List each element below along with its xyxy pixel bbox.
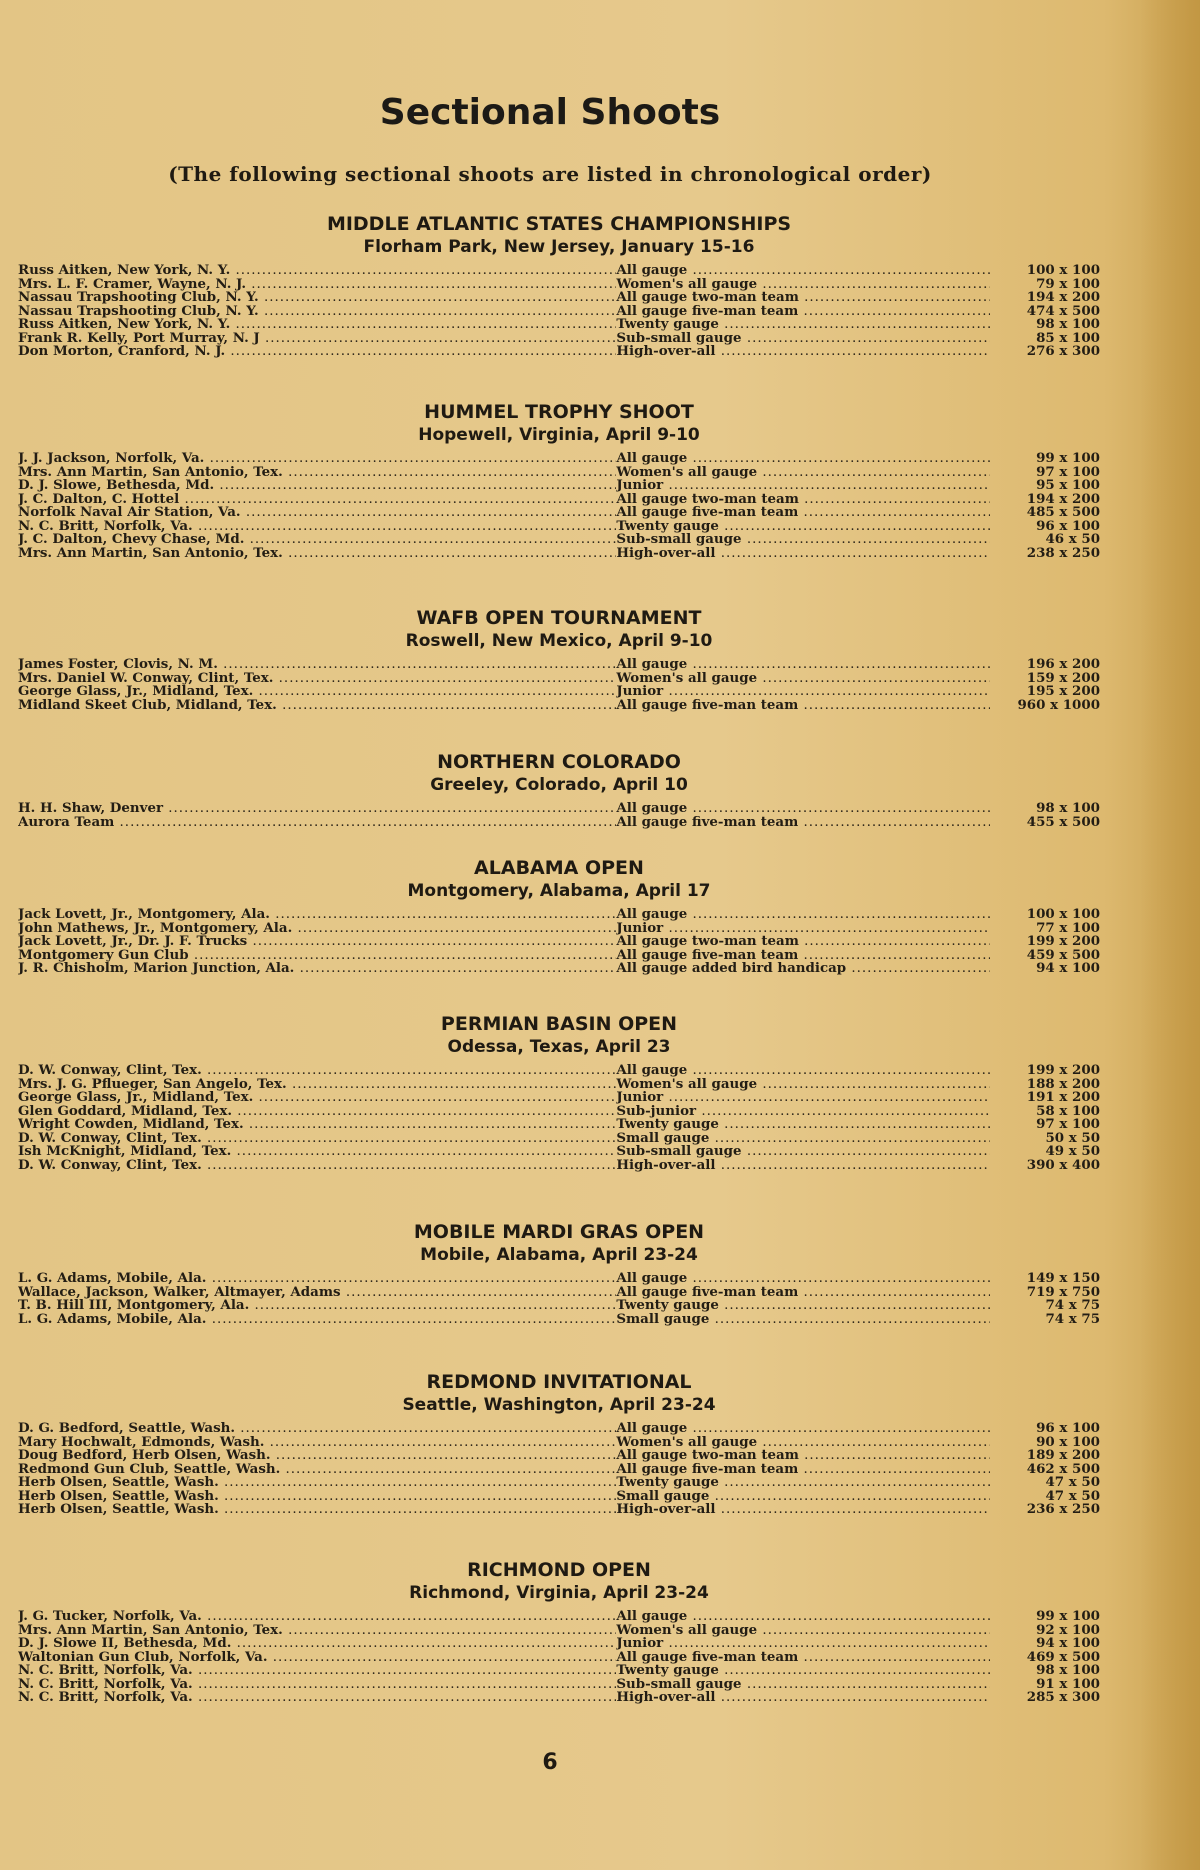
page-title: Sectional Shoots [379, 92, 721, 133]
event-name: All gauge five-man team ..... [616, 1286, 990, 1300]
score: 74 x 75 [1045, 1310, 1101, 1327]
score: 98 x 100 [1036, 316, 1101, 332]
event-name: High-over-all ..... [616, 1503, 990, 1517]
section [18, 1370, 1100, 1517]
event-name: All gauge ..... [616, 264, 990, 278]
shooter-name: J. G. Tucker, Norfolk, Va. ..... [18, 1610, 616, 1624]
event-name: All gauge ..... [616, 1064, 990, 1078]
shooter-name: J. C. Dalton, C. Hottel ..... [18, 493, 616, 507]
section [18, 750, 1100, 829]
event-name: All gauge ..... [616, 1422, 990, 1436]
result-row [18, 946, 1101, 963]
result-row [18, 1433, 1101, 1450]
score: 79 x 100 [1036, 275, 1101, 292]
event-name: All gauge added bird handicap ..... [616, 962, 990, 976]
section-heading: HUMMEL TROPHY SHOOT [424, 401, 694, 423]
score: 47 x 50 [1045, 1474, 1101, 1490]
shooter-name: J. J. Jackson, Norfolk, Va. ..... [18, 452, 616, 466]
shooter-name: D. W. Conway, Clint, Tex. ..... [18, 1159, 616, 1173]
section [18, 212, 1100, 359]
score: 94 x 100 [1036, 1635, 1101, 1651]
score: 194 x 200 [1026, 289, 1101, 305]
page-edge-shading [1140, 0, 1200, 1870]
shooter-name: Jack Lovett, Jr., Dr. J. F. Trucks ..... [18, 935, 616, 949]
shooter-name: George Glass, Jr., Midland, Tex. ..... [18, 685, 616, 699]
event-name: Twenty gauge ..... [616, 1118, 990, 1132]
shooter-name: Mrs. Ann Martin, San Antonio, Tex. ..... [18, 547, 616, 561]
score: 455 x 500 [1026, 813, 1101, 830]
score: 96 x 100 [1036, 1420, 1101, 1436]
result-row [18, 962, 1100, 976]
result-row [18, 1129, 1101, 1146]
event-name: Small gauge ..... [616, 1132, 990, 1146]
shooter-name: Don Morton, Cranford, N. J. ..... [18, 345, 616, 359]
section-location: Mobile, Alabama, April 23-24 [420, 1245, 698, 1265]
event-name: High-over-all ..... [616, 1691, 990, 1705]
result-row [18, 1675, 1101, 1692]
event-name: Sub-small gauge ..... [616, 533, 990, 547]
event-name: All gauge five-man team ..... [616, 699, 990, 713]
page-subtitle: (The following sectional shoots are listed in chronological order) [168, 162, 932, 186]
result-row [18, 544, 1101, 561]
result-row [18, 318, 1100, 332]
shooter-name: D. G. Bedford, Seattle, Wash. ..... [18, 1422, 616, 1436]
event-name: Junior ..... [616, 1091, 990, 1105]
result-row [18, 685, 1100, 699]
shooter-name: N. C. Britt, Norfolk, Va. ..... [18, 1664, 616, 1678]
shooter-name: Mrs. J. G. Pflueger, San Angelo, Tex. ..... [18, 1078, 616, 1092]
result-row [18, 1102, 1101, 1119]
event-name: Small gauge ..... [616, 1313, 990, 1327]
result-row [18, 291, 1100, 305]
result-row [18, 802, 1100, 816]
score: 960 x 1000 [1017, 696, 1101, 713]
event-name: Junior ..... [616, 479, 990, 493]
shooter-name: Waltonian Gun Club, Norfolk, Va. ..... [18, 1651, 616, 1665]
event-name: All gauge two-man team ..... [616, 291, 990, 305]
shooter-name: Mary Hochwalt, Edmonds, Wash. ..... [18, 1436, 616, 1450]
event-name: Junior ..... [616, 922, 990, 936]
shooter-name: Norfolk Naval Air Station, Va. ..... [18, 506, 616, 520]
event-name: Women's all gauge ..... [616, 672, 990, 686]
shooter-name: Glen Goddard, Midland, Tex. ..... [18, 1105, 616, 1119]
score: 191 x 200 [1026, 1089, 1101, 1105]
result-row [18, 345, 1100, 359]
score: 390 x 400 [1026, 1156, 1101, 1173]
score: 90 x 100 [1036, 1433, 1101, 1450]
result-row [18, 463, 1101, 480]
event-name: Sub-small gauge ..... [616, 1678, 990, 1692]
event-name: Twenty gauge ..... [616, 520, 990, 534]
shooter-name: Redmond Gun Club, Seattle, Wash. ..... [18, 1463, 616, 1477]
event-name: Junior ..... [616, 1637, 990, 1651]
result-row [18, 452, 1100, 466]
shooter-name: Nassau Trapshooting Club, N. Y. ..... [18, 291, 616, 305]
section [18, 1220, 1100, 1326]
shooter-name: Wallace, Jackson, Walker, Altmayer, Adams ..... [18, 1286, 616, 1300]
result-row [18, 533, 1100, 547]
shooter-name: Jack Lovett, Jr., Montgomery, Ala. ..... [18, 908, 616, 922]
event-name: Women's all gauge ..... [616, 278, 990, 292]
event-name: Small gauge ..... [616, 1490, 990, 1504]
event-name: All gauge ..... [616, 1610, 990, 1624]
result-row [18, 908, 1100, 922]
event-name: All gauge five-man team ..... [616, 1651, 990, 1665]
section-heading: MIDDLE ATLANTIC STATES CHAMPIONSHIPS [326, 213, 792, 235]
result-row [18, 490, 1101, 507]
result-row [18, 919, 1101, 936]
result-row [18, 329, 1101, 346]
event-name: All gauge ..... [616, 908, 990, 922]
result-row [18, 1610, 1100, 1624]
event-name: Sub-small gauge ..... [616, 1145, 990, 1159]
event-name: Twenty gauge ..... [616, 1664, 990, 1678]
score: 46 x 50 [1045, 531, 1101, 547]
event-name: All gauge five-man team ..... [616, 305, 990, 319]
section [18, 1012, 1100, 1172]
result-row [18, 1091, 1100, 1105]
result-row [18, 1064, 1100, 1078]
shooter-name: George Glass, Jr., Midland, Tex. ..... [18, 1091, 616, 1105]
score: 47 x 50 [1045, 1487, 1101, 1504]
shooter-name: Herb Olsen, Seattle, Wash. ..... [18, 1490, 616, 1504]
shooter-name: Russ Aitken, New York, N. Y. ..... [18, 264, 616, 278]
result-row [18, 658, 1100, 672]
result-row [18, 302, 1101, 319]
event-name: Women's all gauge ..... [616, 1436, 990, 1450]
score: 58 x 100 [1036, 1102, 1101, 1119]
event-name: All gauge ..... [616, 658, 990, 672]
shooter-name: L. G. Adams, Mobile, Ala. ..... [18, 1272, 616, 1286]
score: 91 x 100 [1036, 1675, 1101, 1692]
event-name: All gauge ..... [616, 802, 990, 816]
result-row [18, 1283, 1101, 1300]
section [18, 606, 1100, 712]
score: 195 x 200 [1026, 683, 1101, 699]
shooter-name: N. C. Britt, Norfolk, Va. ..... [18, 1691, 616, 1705]
event-name: Sub-small gauge ..... [616, 332, 990, 346]
shooter-name: Montgomery Gun Club ..... [18, 949, 616, 963]
shooter-name: D. W. Conway, Clint, Tex. ..... [18, 1132, 616, 1146]
event-name: Junior ..... [616, 685, 990, 699]
score: 49 x 50 [1045, 1143, 1101, 1159]
score: 474 x 500 [1026, 302, 1101, 319]
score: 236 x 250 [1026, 1501, 1101, 1517]
section-location: Greeley, Colorado, April 10 [430, 775, 688, 795]
result-row [18, 1310, 1101, 1327]
score: 199 x 200 [1026, 933, 1101, 949]
score: 94 x 100 [1036, 960, 1101, 976]
event-name: High-over-all ..... [616, 547, 990, 561]
score: 85 x 100 [1036, 329, 1101, 346]
score: 100 x 100 [1026, 906, 1101, 922]
result-row [18, 813, 1101, 830]
result-row [18, 506, 1100, 520]
shooter-name: D. W. Conway, Clint, Tex. ..... [18, 1064, 616, 1078]
score: 189 x 200 [1026, 1447, 1101, 1463]
score: 98 x 100 [1036, 800, 1101, 816]
result-row [18, 696, 1101, 713]
event-name: All gauge five-man team ..... [616, 949, 990, 963]
section-heading: ALABAMA OPEN [474, 857, 644, 879]
event-name: Twenty gauge ..... [616, 1476, 990, 1490]
shooter-name: Herb Olsen, Seattle, Wash. ..... [18, 1503, 616, 1517]
shooter-name: Mrs. Ann Martin, San Antonio, Tex. ..... [18, 1624, 616, 1638]
shooter-name: L. G. Adams, Mobile, Ala. ..... [18, 1313, 616, 1327]
result-row [18, 1299, 1100, 1313]
score: 285 x 300 [1026, 1689, 1101, 1705]
event-name: All gauge five-man team ..... [616, 816, 990, 830]
section-location: Roswell, New Mexico, April 9-10 [405, 631, 713, 651]
result-row [18, 1637, 1100, 1651]
result-row [18, 1156, 1101, 1173]
shooter-name: Nassau Trapshooting Club, N. Y. ..... [18, 305, 616, 319]
event-name: All gauge five-man team ..... [616, 506, 990, 520]
section [18, 400, 1100, 560]
result-row [18, 479, 1100, 493]
score: 77 x 100 [1036, 919, 1101, 936]
section-heading: REDMOND INVITATIONAL [426, 1371, 692, 1393]
score: 276 x 300 [1026, 343, 1101, 359]
section-location: Richmond, Virginia, April 23-24 [409, 1583, 709, 1603]
page-number: 6 [542, 1750, 558, 1775]
result-row [18, 935, 1100, 949]
result-row [18, 1075, 1101, 1092]
result-row [18, 1272, 1100, 1286]
result-row [18, 264, 1100, 278]
event-name: Women's all gauge ..... [616, 466, 990, 480]
section-heading: RICHMOND OPEN [467, 1559, 651, 1581]
shooter-name: J. R. Chisholm, Marion Junction, Ala. ..... [18, 962, 616, 976]
score: 149 x 150 [1026, 1270, 1101, 1286]
event-name: High-over-all ..... [616, 1159, 990, 1173]
section-heading: MOBILE MARDI GRAS OPEN [413, 1221, 705, 1243]
score: 92 x 100 [1036, 1621, 1101, 1638]
shooter-name: Mrs. Ann Martin, San Antonio, Tex. ..... [18, 466, 616, 480]
score: 719 x 750 [1026, 1283, 1101, 1300]
shooter-name: H. H. Shaw, Denver ..... [18, 802, 616, 816]
score: 199 x 200 [1026, 1062, 1101, 1078]
result-row [18, 1422, 1100, 1436]
section-location: Seattle, Washington, April 23-24 [402, 1395, 716, 1415]
section-heading: NORTHERN COLORADO [437, 751, 681, 773]
score: 98 x 100 [1036, 1662, 1101, 1678]
score: 188 x 200 [1026, 1075, 1101, 1092]
shooter-name: Frank R. Kelly, Port Murray, N. J ..... [18, 332, 616, 346]
score: 99 x 100 [1036, 450, 1101, 466]
shooter-name: D. J. Slowe II, Bethesda, Md. ..... [18, 1637, 616, 1651]
result-row [18, 1503, 1100, 1517]
result-row [18, 1664, 1100, 1678]
event-name: Women's all gauge ..... [616, 1624, 990, 1638]
score: 95 x 100 [1036, 477, 1101, 493]
shooter-name: Aurora Team ..... [18, 816, 616, 830]
score: 50 x 50 [1045, 1129, 1101, 1146]
shooter-name: Midland Skeet Club, Midland, Tex. ..... [18, 699, 616, 713]
section-heading: WAFB OPEN TOURNAMENT [416, 607, 702, 629]
section-location: Hopewell, Virginia, April 9-10 [418, 425, 700, 445]
shooter-name: Russ Aitken, New York, N. Y. ..... [18, 318, 616, 332]
shooter-name: Herb Olsen, Seattle, Wash. ..... [18, 1476, 616, 1490]
result-row [18, 1449, 1100, 1463]
score: 97 x 100 [1036, 463, 1101, 480]
shooter-name: Wright Cowden, Midland, Tex. ..... [18, 1118, 616, 1132]
event-name: All gauge five-man team ..... [616, 1463, 990, 1477]
result-row [18, 517, 1101, 534]
result-row [18, 1476, 1100, 1490]
shooter-name: Ish McKnight, Midland, Tex. ..... [18, 1145, 616, 1159]
section-location: Florham Park, New Jersey, January 15-16 [363, 237, 755, 257]
event-name: Twenty gauge ..... [616, 318, 990, 332]
shooter-name: Doug Bedford, Herb Olsen, Wash. ..... [18, 1449, 616, 1463]
section [18, 1558, 1100, 1705]
shooter-name: Mrs. L. F. Cramer, Wayne, N. J. ..... [18, 278, 616, 292]
result-row [18, 1145, 1100, 1159]
section [18, 856, 1100, 976]
section-location: Odessa, Texas, April 23 [447, 1037, 671, 1057]
result-row [18, 1691, 1100, 1705]
score: 459 x 500 [1026, 946, 1101, 963]
event-name: All gauge ..... [616, 452, 990, 466]
result-row [18, 1648, 1101, 1665]
event-name: All gauge two-man team ..... [616, 1449, 990, 1463]
result-row [18, 1621, 1101, 1638]
shooter-name: J. C. Dalton, Chevy Chase, Md. ..... [18, 533, 616, 547]
event-name: Twenty gauge ..... [616, 1299, 990, 1313]
score: 485 x 500 [1026, 504, 1101, 520]
event-name: Women's all gauge ..... [616, 1078, 990, 1092]
shooter-name: D. J. Slowe, Bethesda, Md. ..... [18, 479, 616, 493]
score: 96 x 100 [1036, 517, 1101, 534]
shooter-name: James Foster, Clovis, N. M. ..... [18, 658, 616, 672]
score: 99 x 100 [1036, 1608, 1101, 1624]
score: 100 x 100 [1026, 262, 1101, 278]
section-location: Montgomery, Alabama, April 17 [407, 881, 711, 901]
score: 462 x 500 [1026, 1460, 1101, 1477]
result-row [18, 1118, 1100, 1132]
result-row [18, 669, 1101, 686]
event-name: All gauge two-man team ..... [616, 493, 990, 507]
event-name: High-over-all ..... [616, 345, 990, 359]
score: 238 x 250 [1026, 544, 1101, 561]
result-row [18, 1460, 1101, 1477]
shooter-name: T. B. Hill III, Montgomery, Ala. ..... [18, 1299, 616, 1313]
result-row [18, 275, 1101, 292]
section-heading: PERMIAN BASIN OPEN [440, 1013, 678, 1035]
event-name: All gauge two-man team ..... [616, 935, 990, 949]
score: 97 x 100 [1036, 1116, 1101, 1132]
score: 74 x 75 [1045, 1297, 1101, 1313]
score: 196 x 200 [1026, 656, 1101, 672]
score: 194 x 200 [1026, 490, 1101, 507]
score: 469 x 500 [1026, 1648, 1101, 1665]
shooter-name: N. C. Britt, Norfolk, Va. ..... [18, 520, 616, 534]
shooter-name: N. C. Britt, Norfolk, Va. ..... [18, 1678, 616, 1692]
shooter-name: John Mathews, Jr., Montgomery, Ala. ..... [18, 922, 616, 936]
shooter-name: Mrs. Daniel W. Conway, Clint, Tex. ..... [18, 672, 616, 686]
event-name: All gauge ..... [616, 1272, 990, 1286]
score: 159 x 200 [1026, 669, 1101, 686]
event-name: Sub-junior ..... [616, 1105, 990, 1119]
result-row [18, 1487, 1101, 1504]
